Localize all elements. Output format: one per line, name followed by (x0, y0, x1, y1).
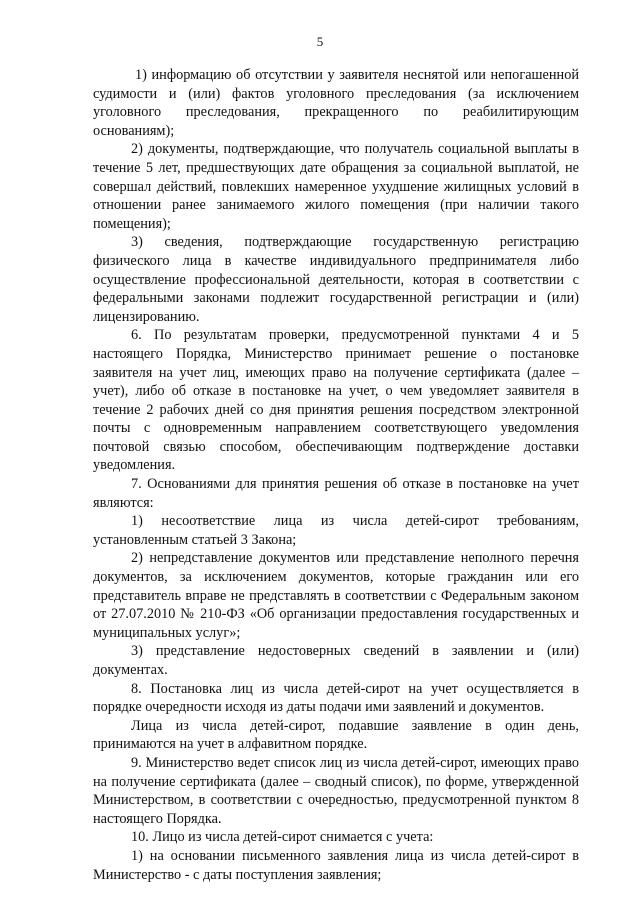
document-body (93, 66, 579, 884)
paragraph-11: 9. Министерство ведет список лиц из числа детей-сирот, имеющих право на получение сертификата (далее – сводный список), по форме, утвержденной Министерством, в соответствии с очередностью, предусмотренной пунктом 8 настоящего Порядка. (93, 754, 579, 827)
paragraph-13: 1) на основании письменного заявления лица из числа детей-сирот в Министерство - с даты поступления заявления; (93, 847, 579, 883)
paragraph-12: 10. Лицо из числа детей-сирот снимается с учета: (131, 829, 434, 846)
paragraph-3: 3) сведения, подтверждающие государственную регистрацию физического лица в качестве индивидуального предпринимателя либо осуществление профессиональной деятельности, которая в соответствии с федеральными законами подлежит государственной регистрации и (или) лицензированию. (93, 234, 579, 325)
paragraph-8: 3) представление недостоверных сведений в заявлении и (или) документах. (93, 643, 579, 678)
paragraph-10: Лица из числа детей-сирот, подавшие заявление в один день, принимаются на учет в алфавитном порядке. (93, 717, 579, 753)
paragraph-5: 7. Основаниями для принятия решения об отказе в постановке на учет являются: (93, 476, 579, 511)
paragraph-9: 8. Постановка лиц из числа детей-сирот на учет осуществляется в порядке очередности исходя из даты подачи ими заявлений и документов. (93, 680, 579, 716)
page-number: 5 (316, 34, 324, 49)
paragraph-6: 1) несоответствие лица из числа детей-сирот требованиям, установленным статьей 3 Закона; (93, 513, 579, 548)
paragraph-4: 6. По результатам проверки, предусмотренной пунктами 4 и 5 настоящего Порядка, Министерство принимает решение о постановке заявителя на учет лиц, имеющих право на получение сертификата (далее – учет), либо об отказе в постановке на учет, о чем уведомляет заявителя в течение 2 рабочих дней со дня принятия решения посредством электронной почты с одновременным направлением соответствующего уведомления почтовой связью способом, обеспечивающим подтверждение доставки уведомления. (93, 327, 579, 474)
paragraph-2: 2) документы, подтверждающие, что получатель социальной выплаты в течение 5 лет, предшествующих дате обращения за социальной выплатой, не совершал действий, повлекших намеренное ухудшение жилищных условий в отношении ранее занимаемого жилого помещения (при наличии такого помещения); (93, 141, 579, 232)
paragraph-7: 2) непредставление документов или представление неполного перечня документов, за исключением документов, которые гражданин или его представитель вправе не представлять в соответствии с Федеральным законом от 27.07.2010 № 210-ФЗ «Об организации предоставления государственных и муниципальных услуг»; (93, 550, 579, 641)
paragraph-1: 1) информацию об отсутствии у заявителя неснятой или непогашенной судимости и (или) фактов уголовного преследования (за исключением уголовного преследования, прекращенного по реабилитирующим основаниям); (93, 67, 579, 139)
